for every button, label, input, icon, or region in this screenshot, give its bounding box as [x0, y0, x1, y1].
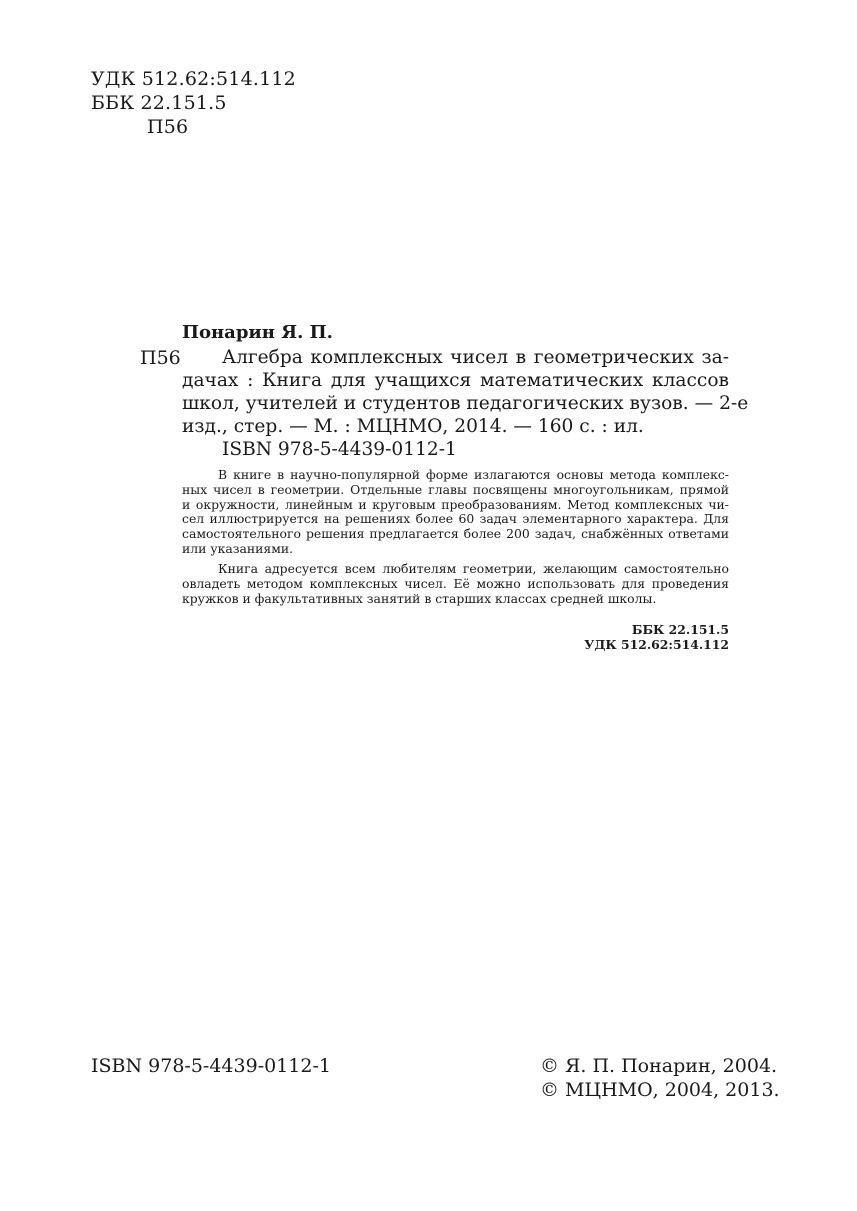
annotation-line: ных чисел в геометрии. Отдельные главы посвящены многоугольникам, прямой [182, 481, 729, 497]
footer-isbn: ISBN 978-5-4439-0112-1 [91, 1055, 331, 1077]
copyright-publisher: © МЦНМО, 2004, 2013. [540, 1079, 780, 1101]
copyright-author: © Я. П. Понарин, 2004. [540, 1055, 778, 1077]
annotation-paragraph-2 [182, 562, 729, 606]
annotation-line: овладеть методом комплексных чисел. Её можно использовать для проведения [182, 575, 729, 591]
annotation-line: сел иллюстрируется на решениях более 60 задач элементарного характера. Для [182, 511, 729, 527]
copyright-block [540, 1054, 780, 1102]
citation [182, 346, 749, 461]
annotation-paragraph-1 [182, 468, 729, 557]
annotation-line: и окружности, линейным и круговым преобразованиям. Метод комплексных чи- [182, 496, 729, 512]
author-mark: П56 [147, 116, 189, 138]
author-name: Понарин Я. П. [182, 322, 333, 343]
annotation-line: В книге в научно-популярной форме излагаются основы метода комплекс- [218, 467, 729, 482]
annotation-udk: УДК 512.62:514.112 [584, 637, 729, 652]
bbk-code: ББК 22.151.5 [91, 92, 227, 114]
annotation-bbk: ББК 22.151.5 [631, 622, 729, 637]
annotation-line: или указаниями. [182, 540, 294, 556]
citation-line: Алгебра комплексных чисел в геометрических за- [222, 347, 729, 368]
udk-code: УДК 512.62:514.112 [91, 68, 296, 90]
citation-line: школ, учителей и студентов педагогических вузов. — 2-е [182, 393, 749, 414]
annotation-line: самостоятельного решения предлагается более 200 задач, снабжённых ответами [182, 526, 729, 542]
citation-line: изд., стер. — М. : МЦНМО, 2014. — 160 с. : ил. [182, 416, 644, 437]
citation-line: дачах : Книга для учащихся математических классов [182, 370, 729, 391]
annotation-line: кружков и факультативных занятий в старших классах средней школы. [182, 590, 657, 606]
annotation-line: Книга адресуется всем любителям геометрии, желающим самостоятельно [218, 561, 729, 576]
entry-author-mark: П56 [140, 347, 181, 369]
annotation-codes [584, 622, 729, 652]
citation-isbn: ISBN 978-5-4439-0112-1 [222, 439, 457, 460]
